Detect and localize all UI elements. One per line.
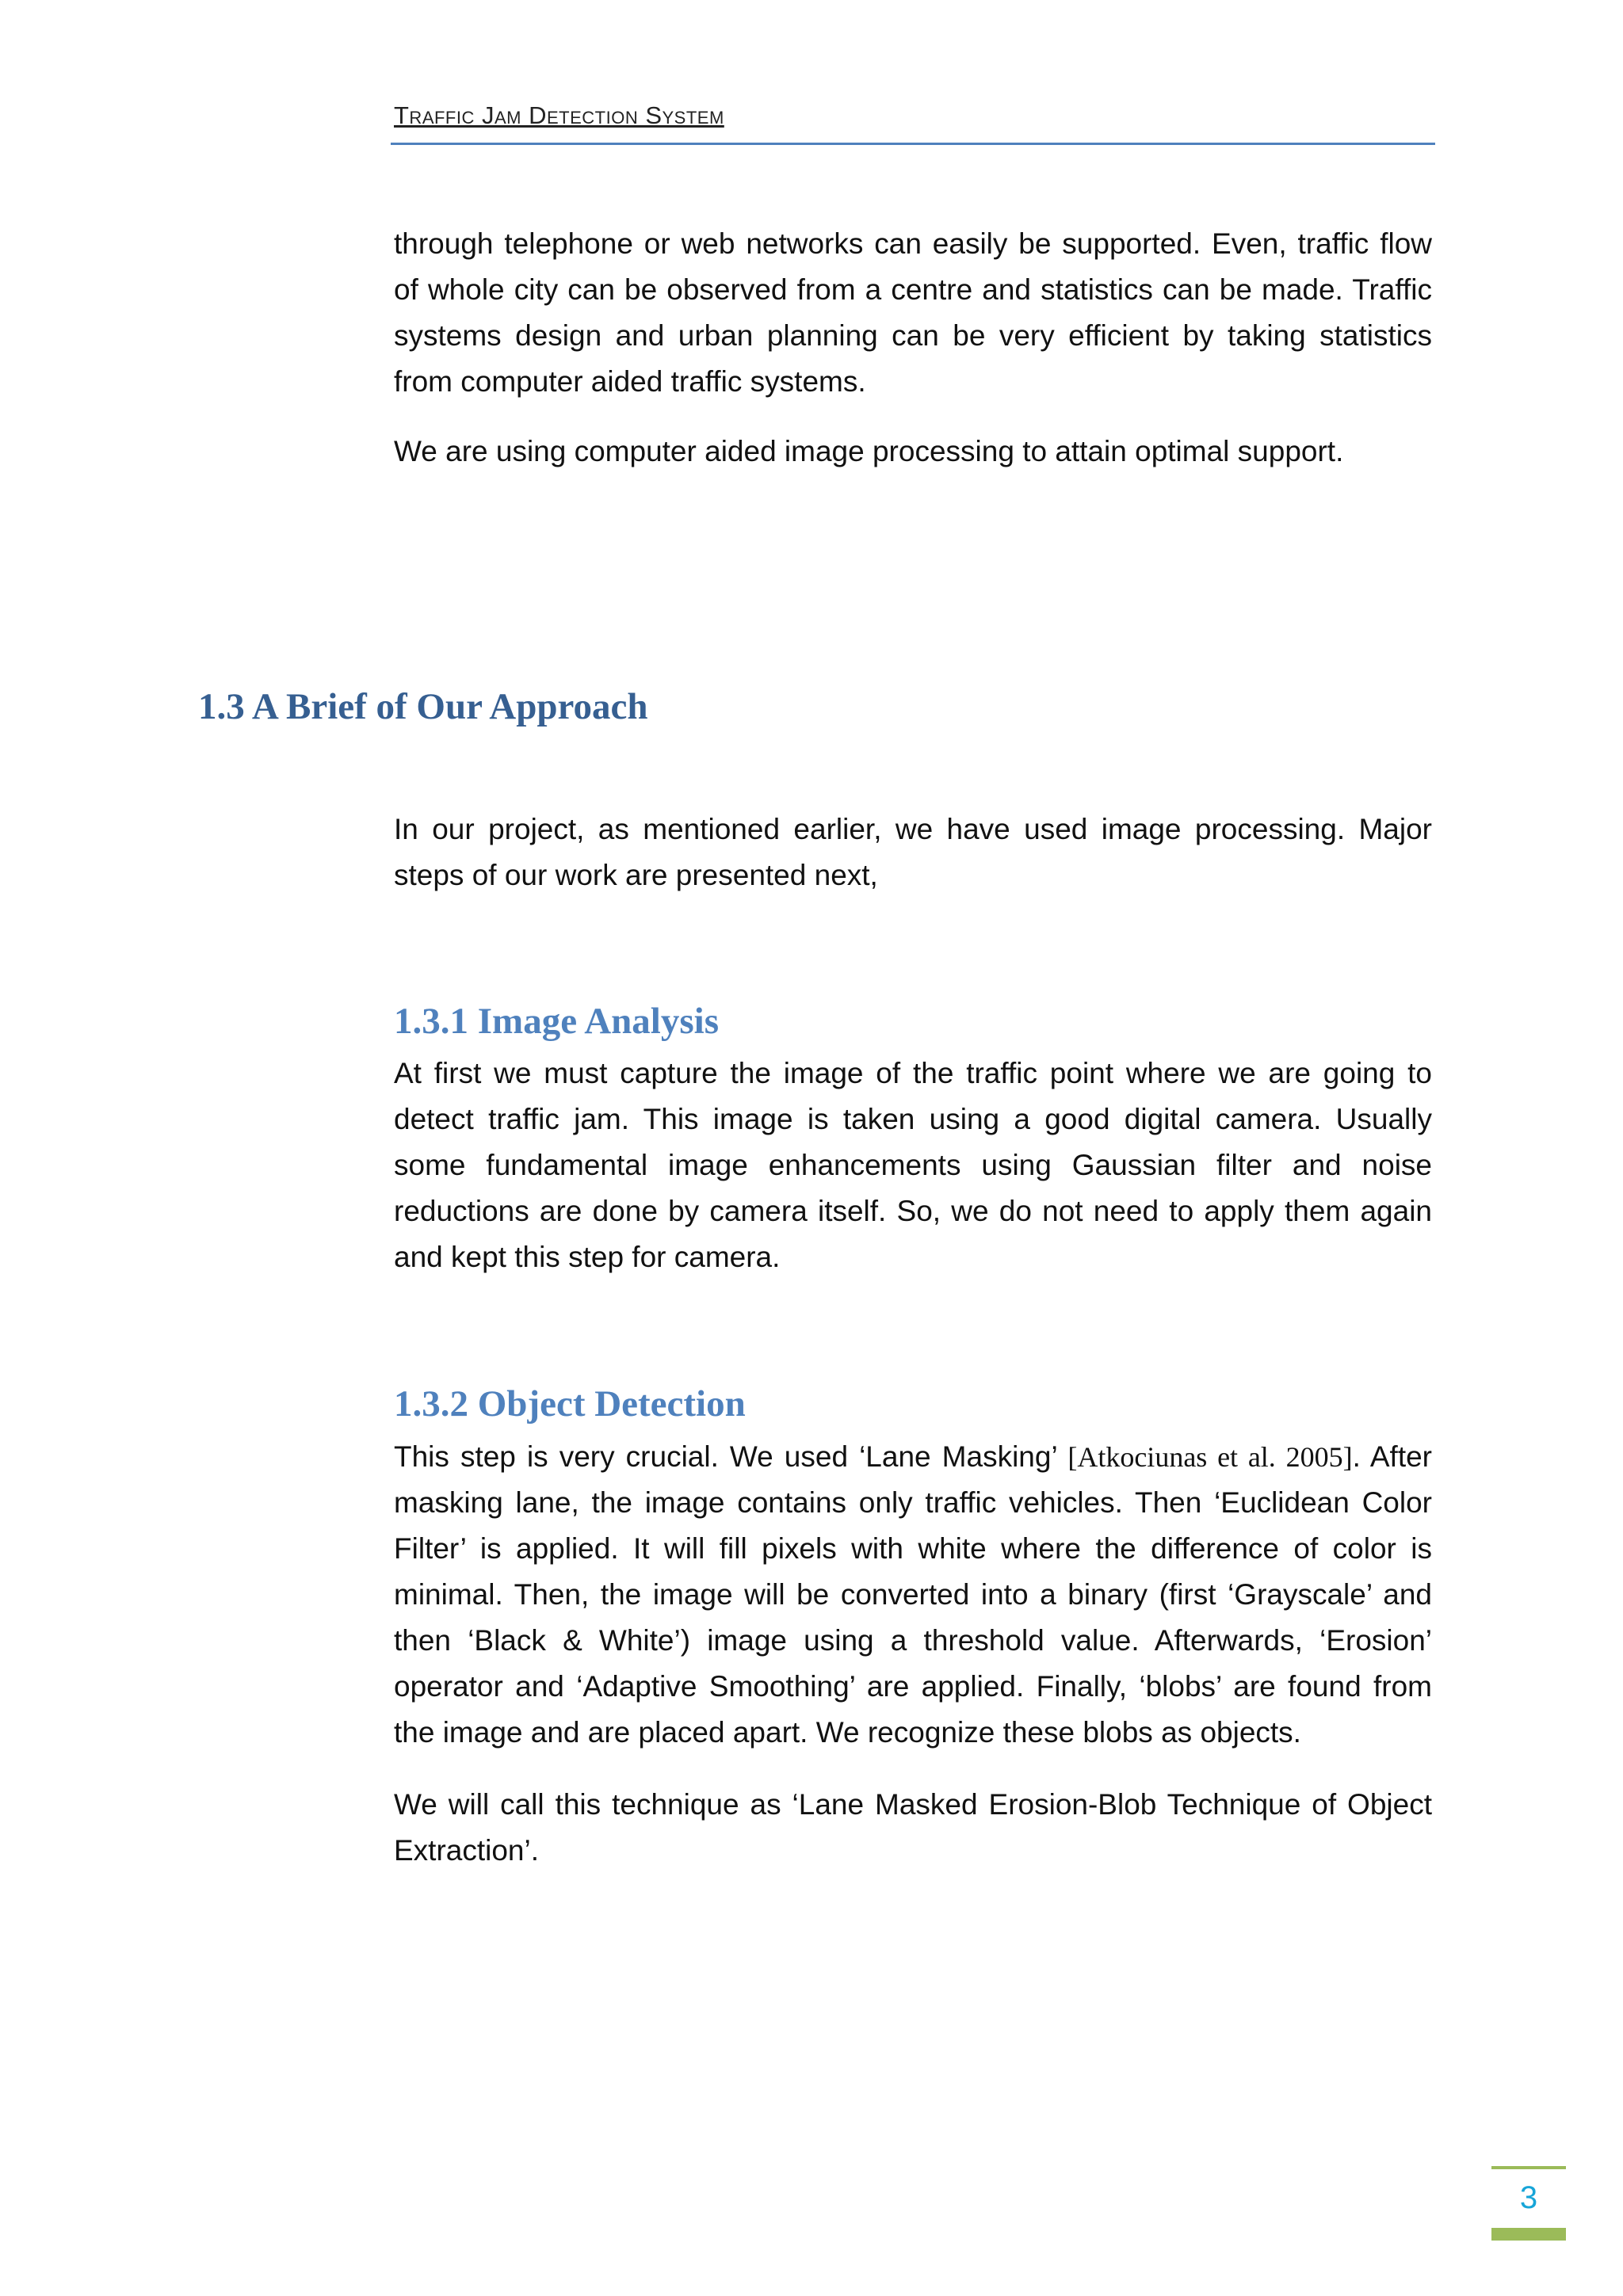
page-number-bottom-bar: [1491, 2228, 1566, 2241]
technique-paragraph: We will call this technique as ‘Lane Masked Erosion-Blob Technique of Object Extraction’.: [394, 1788, 1432, 1867]
object-detection-paragraph: [394, 1434, 1432, 1756]
page-number-block: [1491, 2166, 1566, 2241]
image-analysis-paragraph: At first we must capture the image of the traffic point where we are going to detect traffic jam. This image is taken using a good digital camera. Usually some fundamental image enhancements using Gaussian filter and noise reductions are done by camera itself. So, we do not need to apply them again and kept this step for camera.: [394, 1057, 1432, 1273]
section-heading-1-3-2: 1.3.2 Object Detection: [394, 1383, 746, 1425]
object-detection-text-start: This step is very crucial. We used ‘Lane Masking’: [394, 1440, 1068, 1473]
section-heading-1-3: 1.3 A Brief of Our Approach: [198, 686, 648, 727]
intro-paragraph: through telephone or web networks can easily be supported. Even, traffic flow of whole city can be observed from a centre and statistics can be made. Traffic systems design and urban planning can be very efficient by taking statistics from computer aided traffic systems.: [394, 227, 1432, 398]
section-heading-1-3-1: 1.3.1 Image Analysis: [394, 1001, 719, 1042]
page-number: 3: [1519, 2180, 1538, 2215]
object-detection-text-rest: . After masking lane, the image contains only traffic vehicles. Then ‘Euclidean Color Filter’ is applied. It will fill pixels with white where the difference of color is minimal. Then, the image will be converted into a binary (first ‘Grayscale’ and then ‘Black & White’) image using a threshold value. Afterwards, ‘Erosion’ operator and ‘Adaptive Smoothing’ are applied. Finally, ‘blobs’ are found from the image and are placed apart. We recognize these blobs as objects.: [394, 1440, 1433, 1749]
running-header: [391, 98, 1435, 145]
approach-paragraph: In our project, as mentioned earlier, we have used image processing. Major steps of our work are presented next,: [394, 813, 1432, 891]
document-title: Traffic Jam Detection System: [394, 101, 724, 129]
citation: [Atkociunas et al. 2005]: [1067, 1441, 1353, 1473]
intro-paragraph-2: We are using computer aided image processing to attain optimal support.: [394, 435, 1344, 467]
